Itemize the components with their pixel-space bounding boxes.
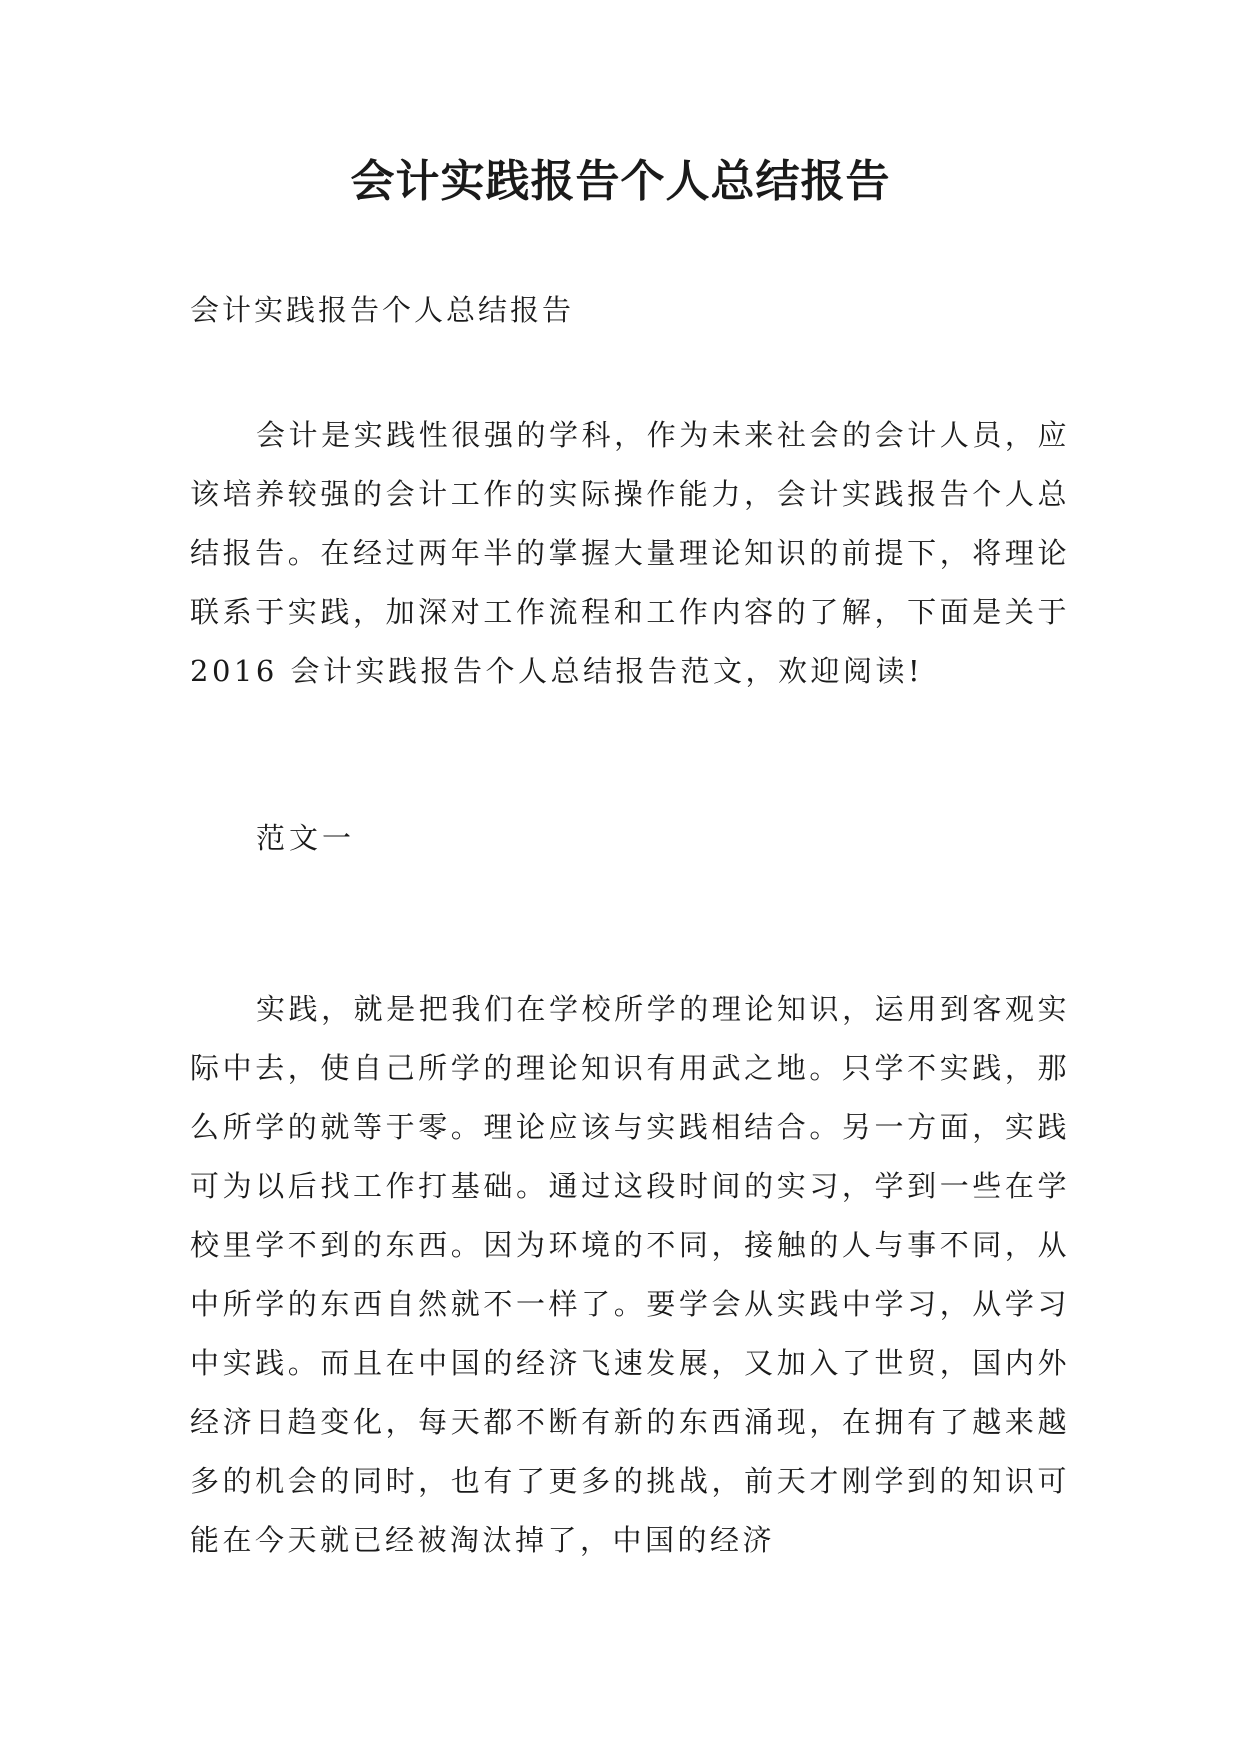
section-label: 范文一 — [256, 821, 356, 855]
document-subtitle: 会计实践报告个人总结报告 — [190, 293, 575, 327]
document-title: 会计实践报告个人总结报告 — [350, 156, 891, 207]
body-paragraph: 实践，就是把我们在学校所学的理论知识，运用到客观实际中去，使自己所学的理论知识有用武之地。只学不实践，那么所学的就等于零。理论应该与实践相结合。另一方面，实践可为以后找工作打基础。通过这段时间的实习，学到一些在学校里学不到的东西。因为环境的不同，接触的人与事不同，从中所学的东西自然就不一样了。要学会从实践中学习，从学习中实践。而且在中国的经济飞速发展，又加入了世贸，国内外经济日趋变化，每天都不断有新的东西涌现，在拥有了越来越多的机会的同时，也有了更多的挑战，前天才刚学到的知识可能在今天就已经被淘汰掉了，中国的经济 — [190, 992, 1070, 1557]
intro-paragraph: 会计是实践性很强的学科，作为未来社会的会计人员，应该培养较强的会计工作的实际操作能力，会计实践报告个人总结报告。在经过两年半的掌握大量理论知识的前提下，将理论联系于实践，加深对工作流程和工作内容的了解，下面是关于 2016 会计实践报告个人总结报告范文，欢迎阅读! — [190, 418, 1070, 688]
